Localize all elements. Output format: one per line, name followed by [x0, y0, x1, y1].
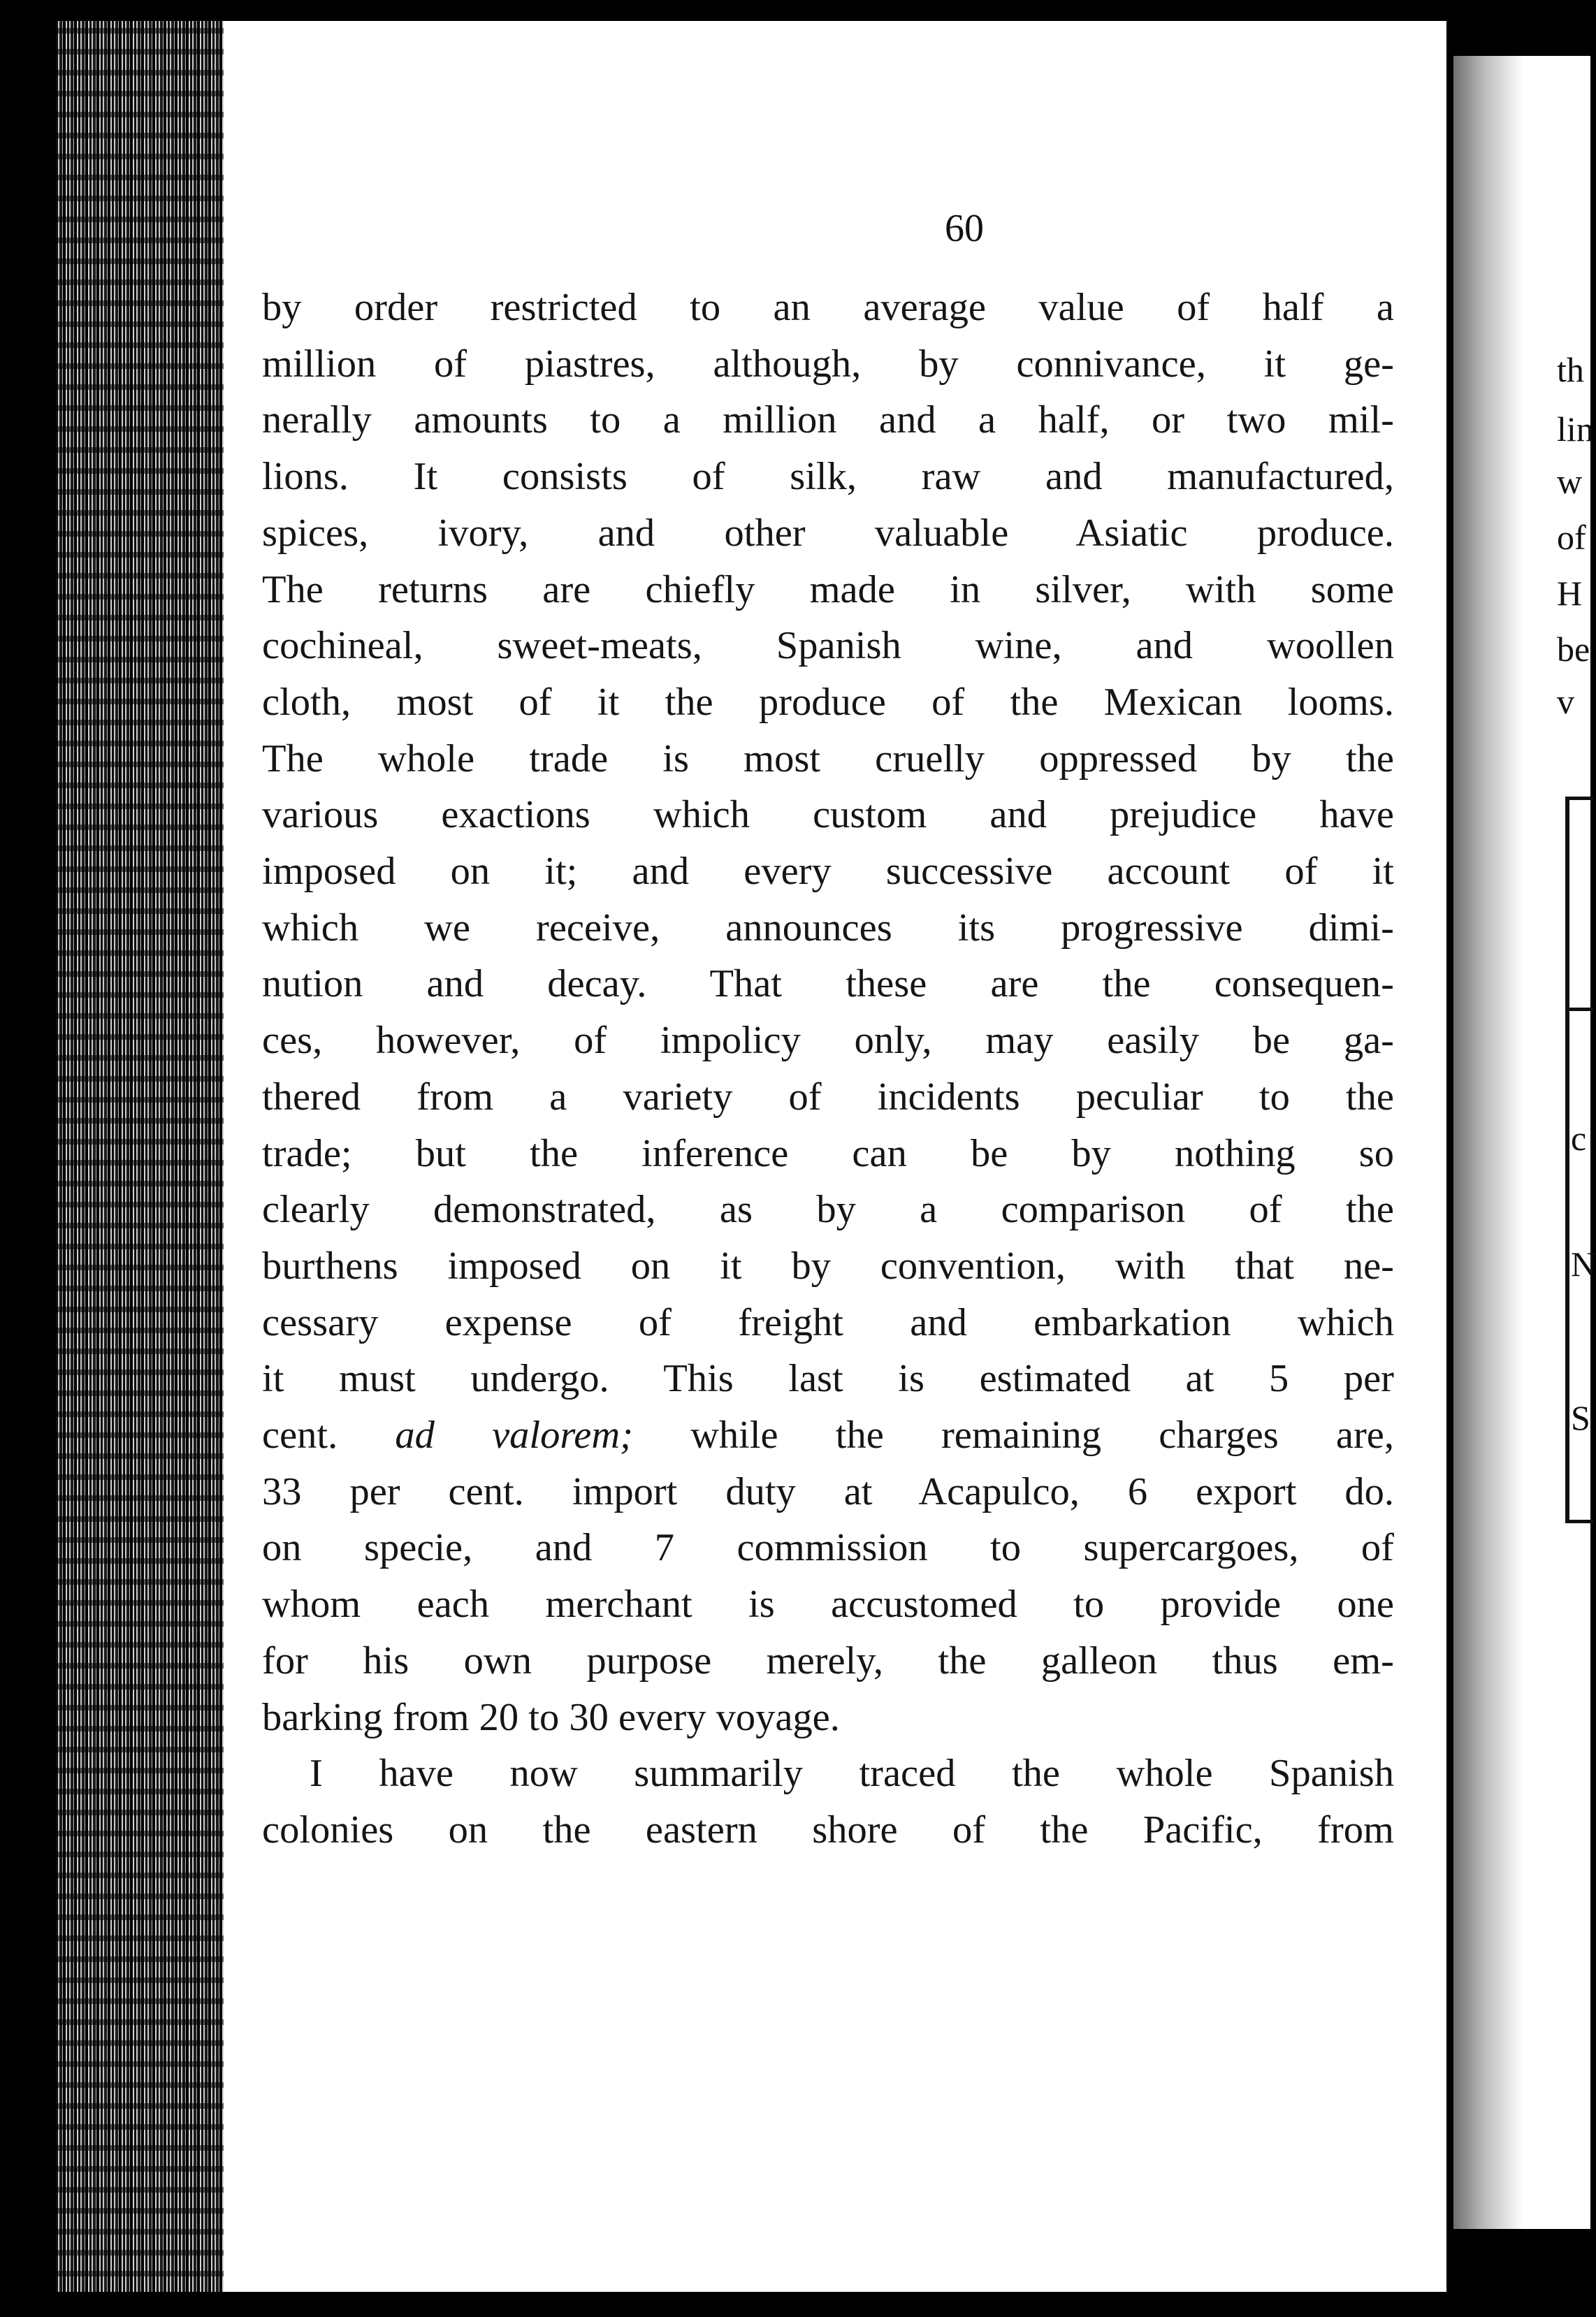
table-rule	[1565, 797, 1593, 800]
text-line: by order restricted to an average value of half a	[262, 286, 1394, 329]
text-line: spices, ivory, and other valuable Asiatic produce.	[262, 511, 1394, 555]
text-line: 33 per cent. import duty at Acapulco, 6 export do.	[262, 1469, 1394, 1513]
next-page-fragment: S	[1571, 1398, 1590, 1437]
table-rule	[1565, 797, 1569, 1523]
next-page-fragment: v	[1557, 682, 1574, 721]
text-line: ces, however, of impolicy only, may easily be ga-	[262, 1019, 1394, 1063]
next-page-fragment: H	[1557, 574, 1583, 613]
text-line: The returns are chiefly made in silver, with some	[262, 567, 1394, 611]
text-line: The whole trade is most cruelly oppressed by the	[262, 736, 1394, 780]
text-fragment: while the remaining charges are,	[632, 1414, 1394, 1458]
page-edge-texture	[56, 21, 224, 2292]
text-line: million of piastres, although, by connivance, it ge-	[262, 342, 1394, 386]
text-line: imposed on it; and every successive account of it	[262, 850, 1394, 894]
text-line: various exactions which custom and prejudice have	[262, 793, 1394, 837]
page-number: 60	[945, 207, 984, 250]
next-page-fragment: c	[1571, 1119, 1587, 1158]
text-line: for his own purpose merely, the galleon thus em-	[262, 1639, 1394, 1683]
italic-phrase: ad valorem;	[395, 1414, 633, 1458]
text-line: burthens imposed on it by convention, with that ne-	[262, 1244, 1394, 1288]
next-page-fragment: N	[1571, 1244, 1596, 1284]
text-line: which we receive, announces its progressive dimi-	[262, 906, 1394, 950]
text-line: I have now summarily traced the whole Spanish	[310, 1752, 1394, 1796]
text-line: nution and decay. That these are the consequen-	[262, 962, 1394, 1006]
text-line: colonies on the eastern shore of the Pacific, from	[262, 1808, 1394, 1852]
text-line: lions. It consists of silk, raw and manufactured,	[262, 455, 1394, 499]
text-line	[262, 1407, 1394, 1464]
table-rule	[1565, 1520, 1593, 1523]
text-line: trade; but the inference can be by nothing so	[262, 1131, 1394, 1175]
next-page-fragment: th	[1557, 350, 1584, 389]
next-page-fragment: be	[1557, 630, 1590, 669]
text-line: thered from a variety of incidents peculiar to the	[262, 1075, 1394, 1119]
text-line: cessary expense of freight and embarkation which	[262, 1300, 1394, 1344]
text-line: barking from 20 to 30 every voyage.	[262, 1695, 840, 1739]
text-line: whom each merchant is accustomed to provide one	[262, 1583, 1394, 1627]
body-text	[262, 279, 1394, 1859]
table-rule	[1565, 1008, 1593, 1011]
text-line: cochineal, sweet-meats, Spanish wine, and woollen	[262, 624, 1394, 668]
text-line: it must undergo. This last is estimated at 5 per	[262, 1357, 1394, 1401]
next-page-fragment: of	[1557, 518, 1586, 557]
text-line: clearly demonstrated, as by a comparison of the	[262, 1188, 1394, 1232]
text-line: cloth, most of it the produce of the Mexican looms.	[262, 680, 1394, 724]
text-line: nerally amounts to a million and a half, or two mil-	[262, 398, 1394, 442]
page-gutter-shadow	[1453, 56, 1523, 2229]
next-page-fragment: lin	[1557, 409, 1594, 449]
text-line: on specie, and 7 commission to supercargoes, of	[262, 1526, 1394, 1570]
next-page-glimpse	[1453, 56, 1596, 2229]
next-page-fragment: w	[1557, 462, 1583, 501]
text-fragment: cent.	[262, 1414, 396, 1458]
